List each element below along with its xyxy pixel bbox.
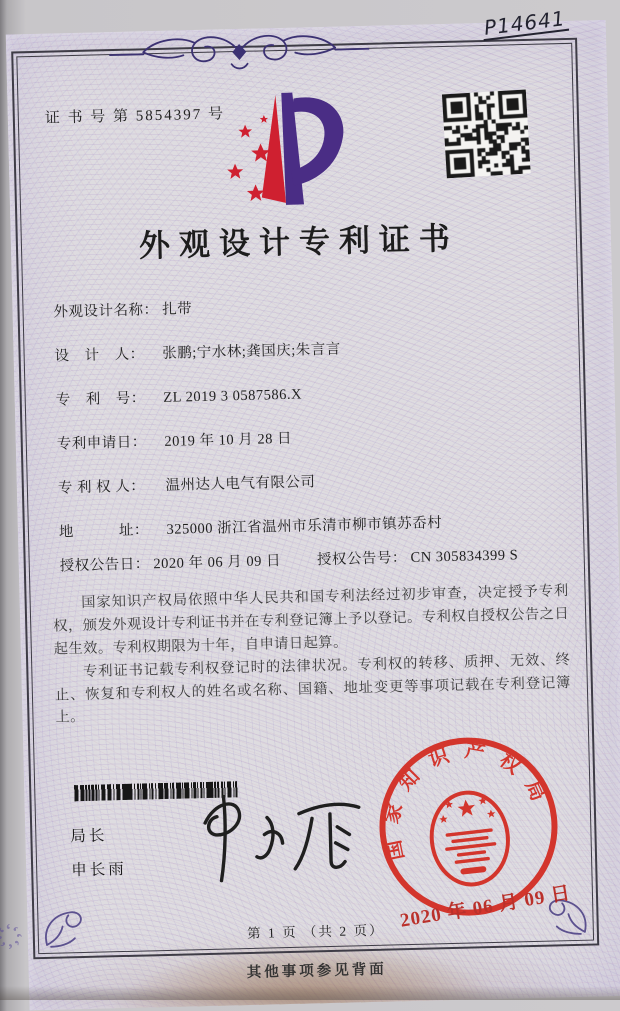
seal-ring-text: 国家知识产权局	[380, 739, 555, 863]
field-label: 专利申请日：	[56, 434, 147, 453]
scan-edge-shadow	[0, 986, 620, 1000]
director-block	[70, 819, 127, 888]
grant-number-value: CN 305834399 S	[410, 547, 519, 566]
certificate-title: 外观设计专利证书	[138, 220, 460, 264]
field-value: ZL 2019 3 0587586.X	[163, 386, 303, 406]
top-flourish-ornament	[108, 27, 369, 77]
certificate-sheet	[1, 20, 620, 1010]
page-number: 第 1 页 （共 2 页）	[246, 922, 385, 942]
grant-date-label: 授权公告日：	[59, 556, 150, 575]
field-label: 地 址：	[58, 522, 150, 541]
back-note: 其他事项参见背面	[246, 961, 387, 982]
certificate-number: 证 书 号 第 5854397 号	[44, 106, 226, 127]
field-value: 扎带	[161, 301, 193, 318]
certificate-frame	[16, 43, 594, 954]
director-name: 申长雨	[71, 860, 127, 880]
grant-number-label: 授权公告号：	[316, 550, 408, 569]
field-value: 张鹏;宁水林;龚国庆;朱言言	[162, 341, 341, 362]
director-title: 局长	[70, 827, 108, 846]
field-value: 325000 浙江省温州市乐清市柳市镇苏岙村	[166, 515, 443, 538]
seal-date: 2020 年 06 月 09 日	[398, 882, 573, 932]
field-value: 2019 年 10 月 28 日	[164, 430, 293, 450]
field-label: 外观设计名称：	[53, 301, 159, 321]
margin-scribble: ҉҉	[1, 924, 20, 947]
svg-text:国家知识产权局	[370, 729, 560, 863]
field-value: 温州达人电气有限公司	[165, 474, 316, 494]
cnipa-logo-icon	[217, 85, 370, 215]
field-designers	[54, 334, 560, 366]
field-application-date	[57, 422, 563, 454]
legal-paragraph-1: 国家知识产权局依照中华人民共和国专利法经过初步审查，决定授予专利权，颁发外观设计专利证书并在专利登记簿上予以登记。专利权自授权公告之日起生效。专利权期限为十年，自申请日起算。	[53, 583, 570, 658]
national-emblem-icon	[427, 789, 513, 889]
field-label: 设 计 人：	[54, 346, 145, 365]
field-label: 专 利 权 人：	[57, 478, 146, 497]
field-label: 专 利 号：	[55, 390, 146, 409]
field-patent-number	[55, 378, 561, 410]
qr-code	[436, 83, 538, 185]
field-list	[53, 290, 565, 566]
legal-text	[52, 580, 571, 730]
field-address	[59, 510, 565, 542]
grant-date	[60, 549, 282, 575]
field-design-name	[53, 290, 559, 322]
grant-number	[317, 543, 519, 569]
legal-paragraph-2: 专利证书记载专利权登记时的法律状况。专利权的转移、质押、无效、终止、恢复和专利权人的姓名或名称、国籍、地址变更等事项记载在专利登记簿上。	[54, 651, 571, 727]
handwritten-archive-code: P14641	[481, 7, 569, 41]
grant-date-value: 2020 年 06 月 09 日	[153, 553, 282, 573]
director-signature	[174, 785, 381, 890]
field-patentee	[58, 466, 564, 498]
